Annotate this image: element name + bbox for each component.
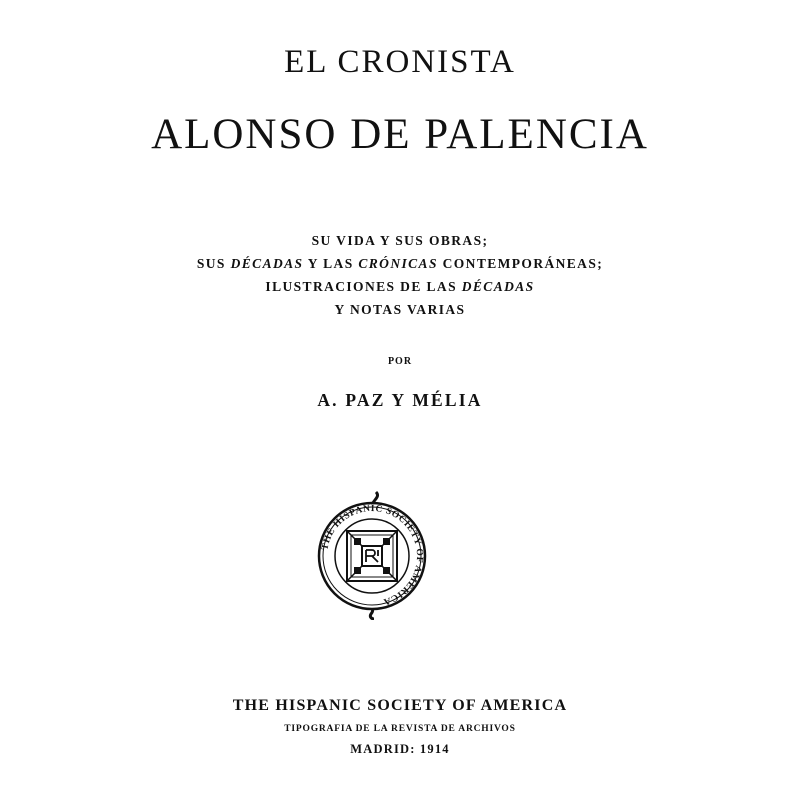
subtitle-line-1: SU VIDA Y SUS OBRAS; bbox=[311, 233, 489, 248]
subtitle-line-4: Y NOTAS VARIAS bbox=[334, 302, 466, 317]
author-name: A. PAZ Y MÉLIA bbox=[317, 390, 483, 410]
byline-por: POR bbox=[387, 356, 413, 367]
subtitle-line-3 bbox=[0, 279, 800, 295]
place-date: MADRID: 1914 bbox=[350, 742, 450, 756]
seal-ring-text: THE HISPANIC SOCIETY OF AMERICA bbox=[320, 503, 425, 607]
subtitle-italic-decadas: DÉCADAS bbox=[461, 279, 535, 294]
subtitle-text: SUS bbox=[196, 256, 231, 271]
title-line-2: ALONSO DE PALENCIA bbox=[151, 111, 649, 158]
subtitle-text: ILUSTRACIONES DE LAS bbox=[265, 279, 462, 294]
subtitle-text: CONTEMPORÁNEAS; bbox=[437, 256, 604, 271]
title-line-1: EL CRONISTA bbox=[284, 44, 516, 80]
subtitle-italic-cronicas: CRÓNICAS bbox=[358, 256, 438, 271]
publisher: THE HISPANIC SOCIETY OF AMERICA bbox=[232, 697, 568, 714]
subtitle-italic-decadas: DÉCADAS bbox=[230, 256, 304, 271]
hispanic-society-seal-icon bbox=[316, 490, 428, 620]
subtitle-text: Y LAS bbox=[303, 256, 359, 271]
subtitle-line-2 bbox=[0, 256, 800, 272]
printer: TIPOGRAFIA DE LA REVISTA DE ARCHIVOS bbox=[284, 724, 516, 734]
